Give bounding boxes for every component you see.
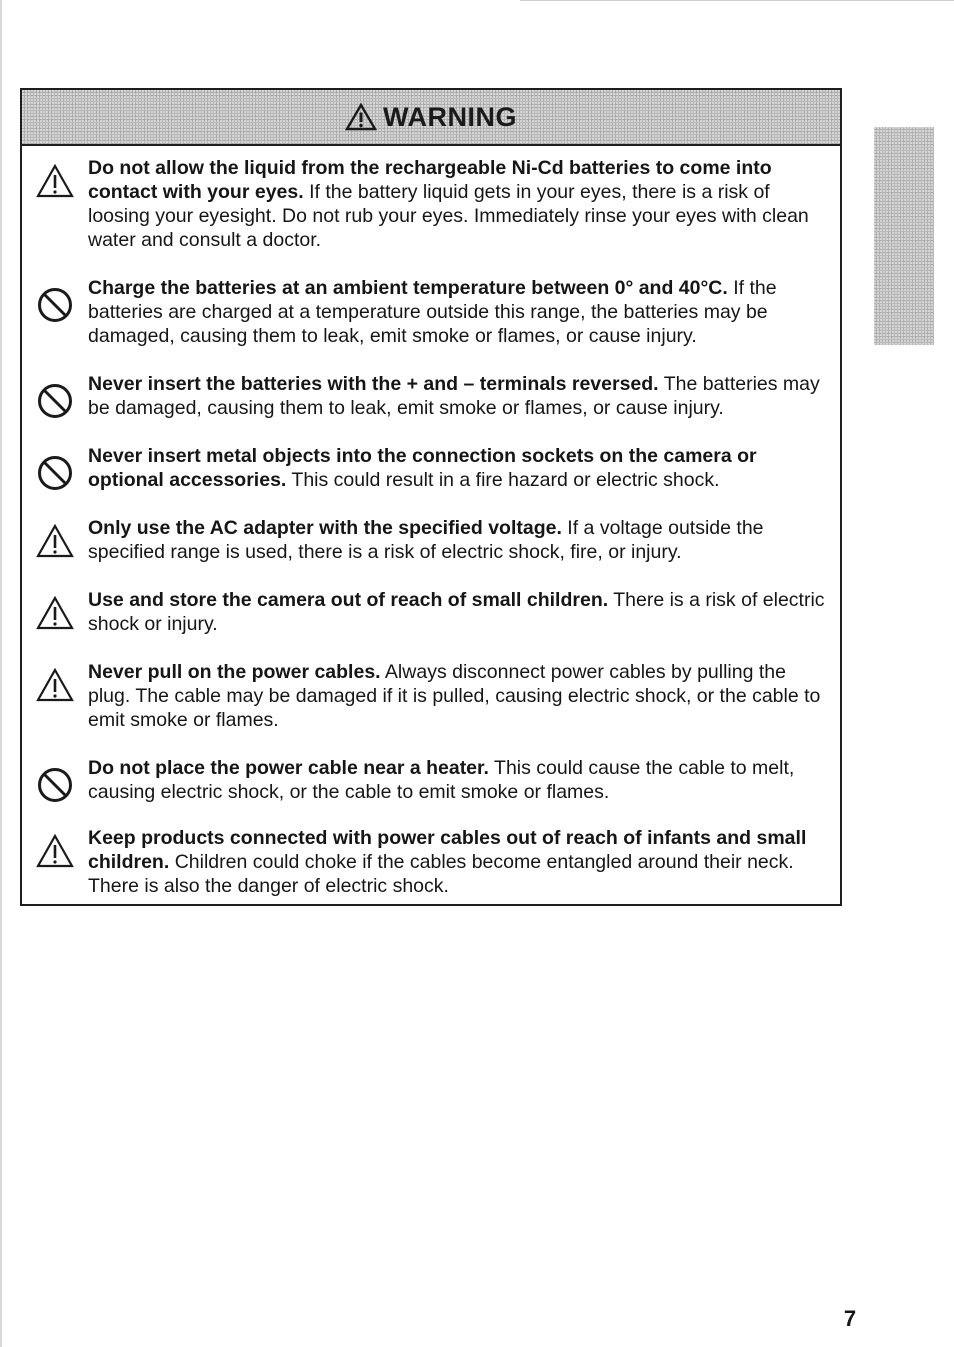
warning-item-bold: Only use the AC adapter with the specified voltage. [88,517,562,539]
warning-item-bold: Charge the batteries at an ambient temperature between 0° and 40°C. [88,277,728,299]
prohibition-icon [34,450,76,492]
warning-box [20,88,842,906]
page-number: 7 [843,1306,857,1331]
warning-item-body: This could cause the cable to melt, causing electric shock, or the cable to emit smoke or flames. [88,757,795,803]
warning-item-body: There is a risk of electric shock or injury. [88,589,825,635]
warning-item-body: Always disconnect power cables by pulling the plug. The cable may be damaged if it is pulled, causing electric shock, or the cable to emit smoke or flames. [88,661,821,731]
warning-item-text [88,444,830,492]
warning-triangle-icon [34,666,76,708]
warning-item-body: The batteries may be damaged, causing them to leak, emit smoke or flames, or cause injury. [88,373,820,419]
warning-item-bold: Do not place the power cable near a heater. [88,757,489,779]
warning-item-body: If a voltage outside the specified range is used, there is a risk of electric shock, fire, or injury. [88,517,764,563]
prohibition-icon [34,282,76,324]
scan-edge-top [520,0,954,1]
warning-item-text [88,156,830,252]
warning-header-inner [345,102,517,133]
warning-item-text [88,372,830,420]
warning-title: WARNING [383,101,517,132]
warning-triangle-icon [34,832,76,874]
warning-triangle-icon [345,103,377,131]
warning-item-body: Children could choke if the cables become entangled around their neck. There is also the danger of electric shock. [88,851,794,897]
warning-item-body: If the batteries are charged at a temperature outside this range, the batteries may be damaged, causing them to leak, emit smoke or flames, or cause injury. [88,277,777,347]
warning-triangle-icon [34,522,76,564]
warning-item-bold: Never pull on the power cables. [88,661,381,683]
scan-edge [0,0,2,1347]
warning-header [22,90,840,146]
warning-item-text [88,516,830,564]
warning-item-bold: Never insert the batteries with the + and – terminals reversed. [88,373,659,395]
warning-item-bold: Do not allow the liquid from the rechargeable Ni-Cd batteries to come into contact with your eyes. [88,157,772,203]
warning-item-text [88,588,830,636]
prohibition-icon [34,378,76,420]
warning-item-body: This could result in a fire hazard or electric shock. [291,469,720,491]
section-tab [874,127,934,345]
warning-item-bold: Keep products connected with power cables out of reach of infants and small children. [88,827,807,873]
warning-item-bold: Never insert metal objects into the connection sockets on the camera or optional accessories. [88,445,757,491]
warning-item-text [88,276,830,348]
warning-item-text [88,826,830,898]
warning-item-bold: Use and store the camera out of reach of small children. [88,589,609,611]
warning-item-body: If the battery liquid gets in your eyes, there is a risk of loosing your eyesight. Do not rub your eyes. Immediately rinse your eyes with clean water and consult a doctor. [88,181,809,251]
warning-item-text [88,756,830,804]
warning-item-text [88,660,830,732]
warning-triangle-icon [34,594,76,636]
warning-triangle-icon [34,162,76,204]
prohibition-icon [34,762,76,804]
